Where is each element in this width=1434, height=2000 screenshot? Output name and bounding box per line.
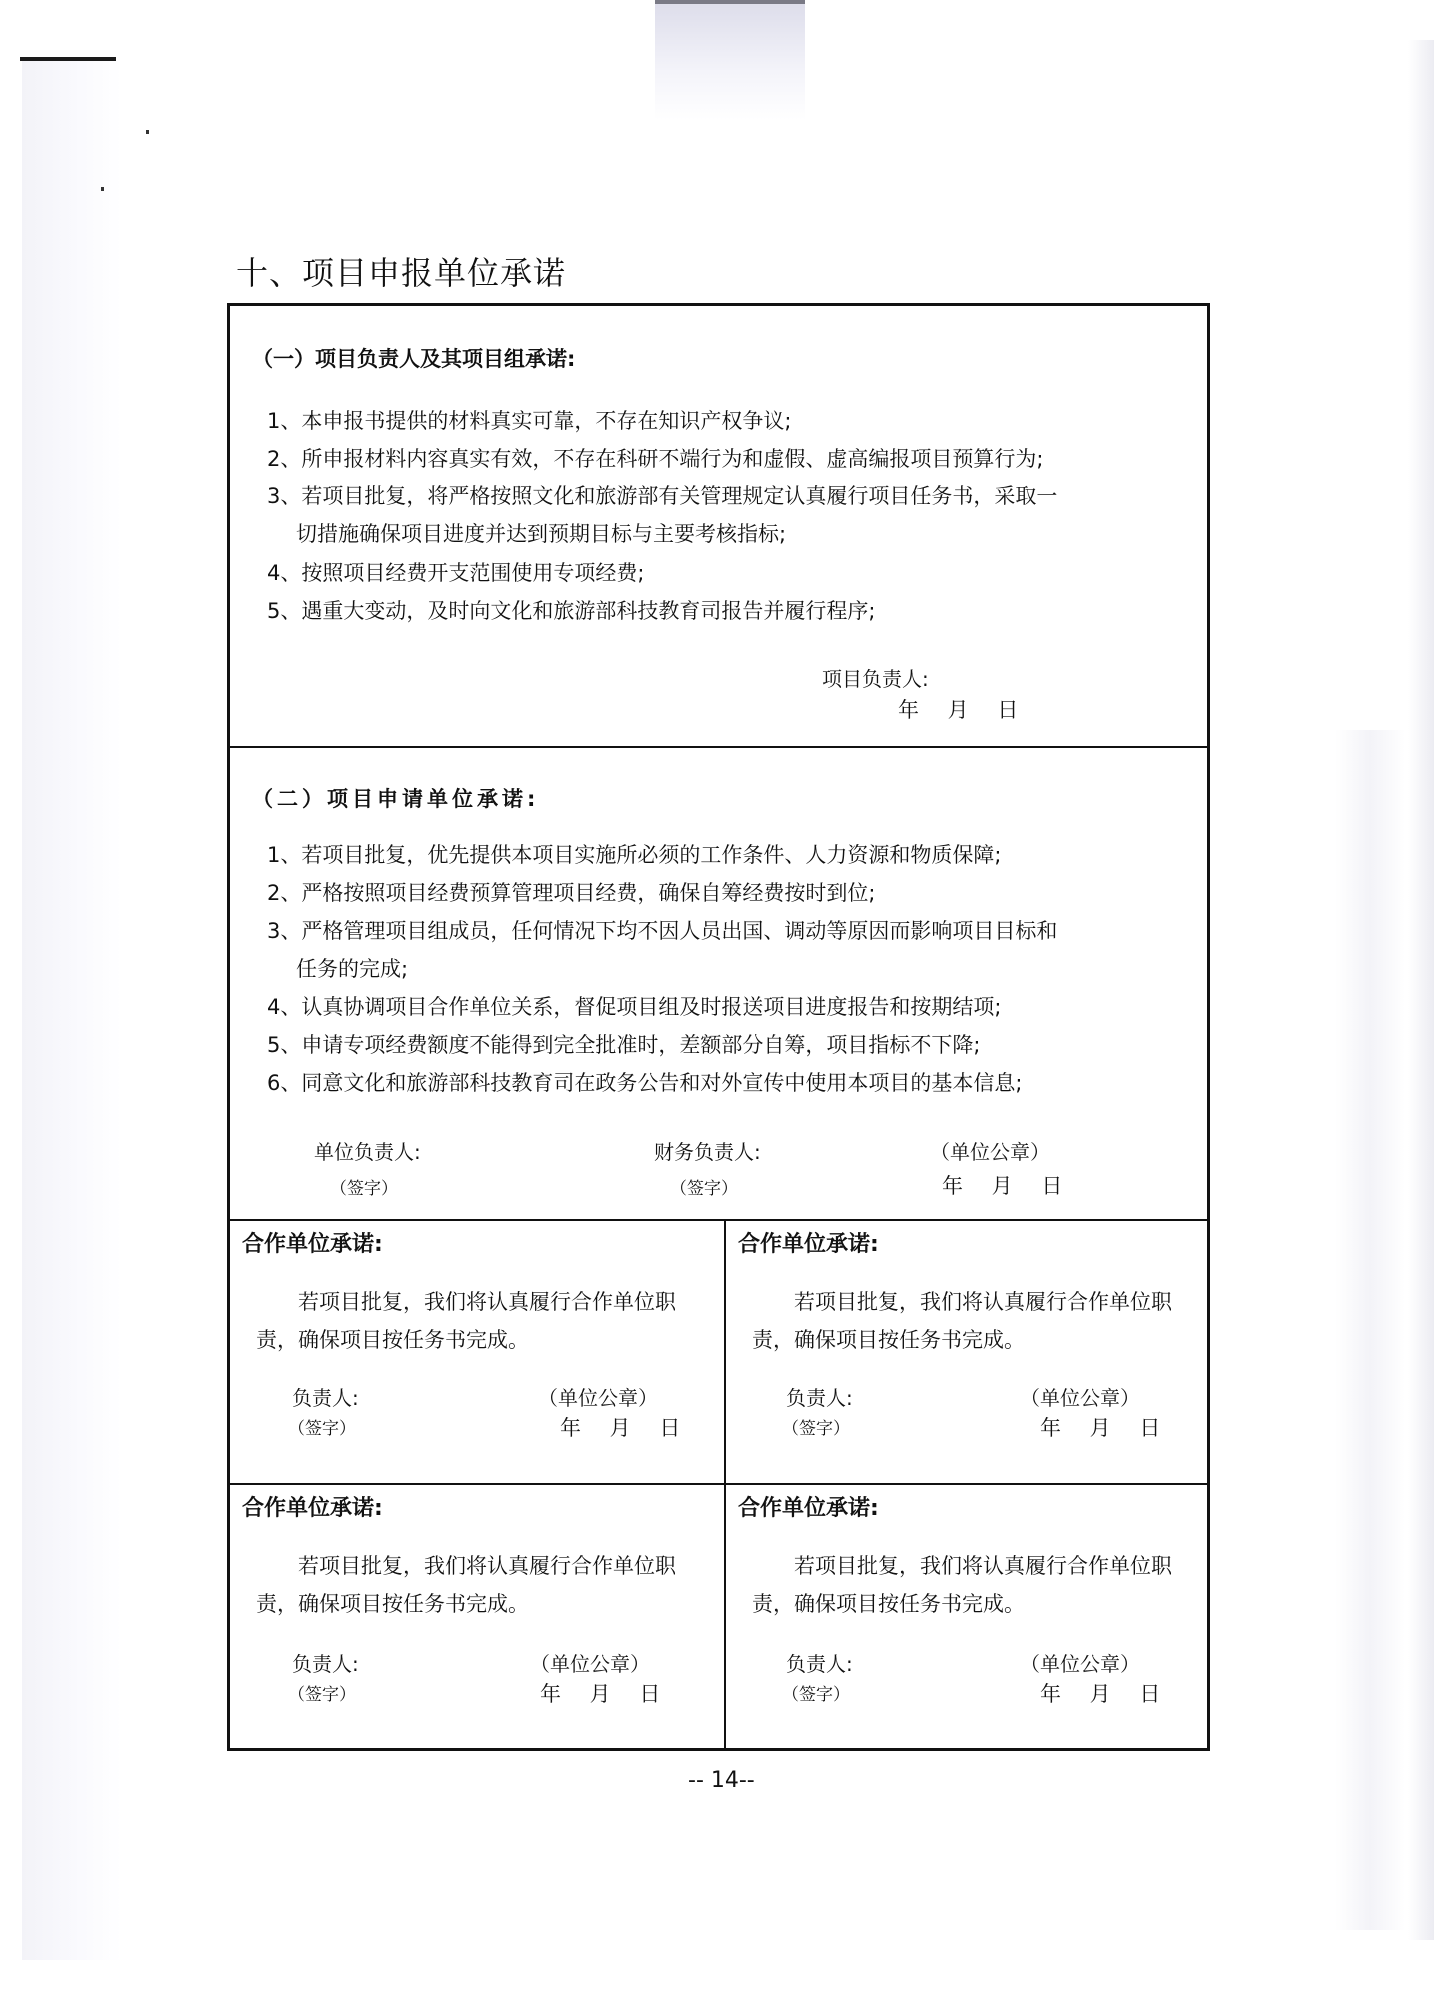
partner2-heading: 合作单位承诺:: [738, 1232, 879, 1257]
corner-mark: [20, 57, 116, 61]
partner4-signer: 负责人:: [786, 1652, 853, 1676]
scan-speck: [101, 187, 104, 191]
scan-shadow-top: [655, 0, 805, 120]
section1-item: 4、按照项目经费开支范围使用专项经费;: [267, 561, 645, 585]
partner4-seal: （单位公章）: [1020, 1652, 1140, 1676]
section1-item: 切措施确保项目进度并达到预期目标与主要考核指标;: [296, 522, 787, 546]
partner2-date: 年 月 日: [1040, 1416, 1161, 1440]
section1-date: 年 月 日: [898, 698, 1019, 722]
partner3-heading: 合作单位承诺:: [242, 1496, 383, 1521]
section1-item: 2、所申报材料内容真实有效，不存在科研不端行为和虚假、虚高编报项目预算行为;: [267, 447, 1044, 471]
partner4-text: 若项目批复，我们将认真履行合作单位职责，确保项目按任务书完成。: [752, 1554, 1172, 1616]
section1-heading: （一）项目负责人及其项目组承诺:: [252, 347, 576, 371]
partner2-text: 若项目批复，我们将认真履行合作单位职责，确保项目按任务书完成。: [752, 1290, 1172, 1352]
unit-head-sign-note: （签字）: [330, 1179, 398, 1199]
partner4-date: 年 月 日: [1040, 1682, 1161, 1706]
scan-speck: [146, 130, 149, 134]
partner1-seal: （单位公章）: [538, 1386, 658, 1410]
partner1-sign-note: （签字）: [288, 1419, 356, 1439]
page-title: 十、项目申报单位承诺: [236, 254, 567, 292]
partner3-text: 若项目批复，我们将认真履行合作单位职责，确保项目按任务书完成。: [256, 1554, 676, 1616]
unit-seal-label: （单位公章）: [930, 1140, 1050, 1164]
partner1-signer: 负责人:: [292, 1386, 359, 1410]
partner2-sign-note: （签字）: [782, 1419, 850, 1439]
divider: [230, 1483, 1207, 1485]
section2-item: 4、认真协调项目合作单位关系，督促项目组及时报送项目进度报告和按期结项;: [267, 995, 1002, 1019]
divider: [230, 746, 1207, 748]
section2-item: 任务的完成;: [296, 957, 409, 981]
page-number: -- 14--: [688, 1768, 755, 1793]
partner1-date: 年 月 日: [560, 1416, 681, 1440]
section2-item: 1、若项目批复，优先提供本项目实施所必须的工作条件、人力资源和物质保障;: [267, 843, 1002, 867]
section1-item: 1、本申报书提供的材料真实可靠，不存在知识产权争议;: [267, 409, 792, 433]
partner3-sign-note: （签字）: [288, 1685, 356, 1705]
section2-item: 2、严格按照项目经费预算管理项目经费，确保自筹经费按时到位;: [267, 881, 876, 905]
scan-shadow-right: [1408, 40, 1434, 1940]
partner1-heading: 合作单位承诺:: [242, 1232, 383, 1257]
scan-fold-shadow: [1335, 730, 1405, 1930]
scan-edge-top: [655, 0, 805, 4]
partner4-sign-note: （签字）: [782, 1685, 850, 1705]
partner3-date: 年 月 日: [540, 1682, 661, 1706]
section2-heading: （二）项目申请单位承诺:: [252, 787, 540, 811]
commitment-table: [227, 303, 1210, 1751]
partner1-text: 若项目批复，我们将认真履行合作单位职责，确保项目按任务书完成。: [256, 1290, 676, 1352]
scan-shadow-left: [22, 60, 122, 1960]
finance-head-sign-note: （签字）: [670, 1179, 738, 1199]
section1-item: 3、若项目批复，将严格按照文化和旅游部有关管理规定认真履行项目任务书，采取一: [267, 484, 1058, 508]
section1-item: 5、遇重大变动，及时向文化和旅游部科技教育司报告并履行程序;: [267, 599, 876, 623]
section2-item: 6、同意文化和旅游部科技教育司在政务公告和对外宣传中使用本项目的基本信息;: [267, 1071, 1023, 1095]
unit-head-signature: 单位负责人:: [314, 1140, 421, 1164]
partner4-heading: 合作单位承诺:: [738, 1496, 879, 1521]
project-leader-signature: 项目负责人:: [822, 667, 929, 691]
partner2-signer: 负责人:: [786, 1386, 853, 1410]
partner2-seal: （单位公章）: [1020, 1386, 1140, 1410]
section2-item: 5、申请专项经费额度不能得到完全批准时，差额部分自筹，项目指标不下降;: [267, 1033, 981, 1057]
finance-head-signature: 财务负责人:: [654, 1140, 761, 1164]
section2-item: 3、严格管理项目组成员，任何情况下均不因人员出国、调动等原因而影响项目目标和: [267, 919, 1058, 943]
column-divider: [724, 1219, 726, 1751]
divider: [230, 1219, 1207, 1221]
partner3-seal: （单位公章）: [530, 1652, 650, 1676]
section2-date: 年 月 日: [942, 1174, 1063, 1198]
partner3-signer: 负责人:: [292, 1652, 359, 1676]
